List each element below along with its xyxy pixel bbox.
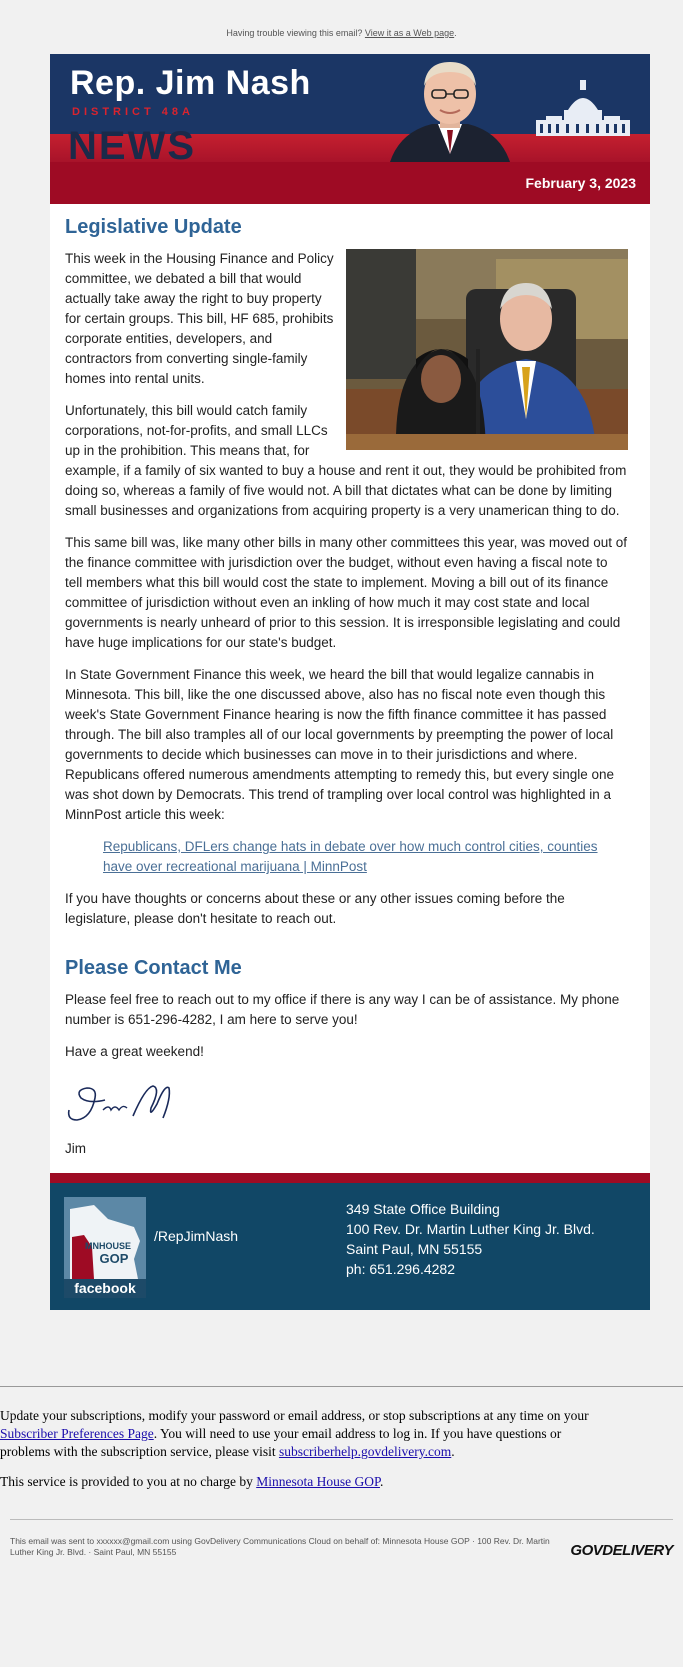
paragraph: This same bill was, like many other bills in many other committees this year, was moved out of the finance committee with jurisdiction over the budget, without even having a fiscal note to tell members what this bill would cost the state to implement. Moving a bill out of its finance committee of jurisdiction without even an inkling of how much it may cost state and local governments is nearly unheard of prior to this session. It is irresponsible legislating and could have huge implications for our state's budget. (65, 535, 627, 650)
main-content (50, 204, 650, 1159)
paragraph: Please feel free to reach out to my office if there is any way I can be of assistance. My phone number is 651-296-4282, I am here to serve you! (65, 992, 620, 1027)
paragraph: This week in the Housing Finance and Policy committee, we debated a bill that would actually take away the right to buy property for certain groups. This bill, HF 685, prohibits corporate entities, developers, and contractors from converting single-family homes into rental units. (65, 251, 334, 386)
logo-text-gop: GOP (99, 1251, 129, 1266)
district-label: DISTRICT 48A (72, 106, 194, 118)
subscriber-help-link[interactable]: subscriberhelp.govdelivery.com (278, 1444, 452, 1459)
signature-image (65, 1078, 185, 1128)
view-in-browser-bar: Having trouble viewing this email? View it as a Web page. (226, 28, 457, 38)
logo-text-facebook: facebook (74, 1280, 136, 1296)
address-line: 100 Rev. Dr. Martin Luther King Jr. Blvd. (346, 1221, 595, 1237)
phone-number: ph: 651.296.4282 (346, 1261, 455, 1277)
paragraph: Unfortunately, this bill would catch family corporations, not-for-profits, and small LLCs up in the prohibition. This means that, for example, if a family of six wanted to buy a house and rent it out, they would be prohibited from doing so, whereas a family of five would not. A bill that dictates what can be done by limiting small businesses and organizations from acquiring property is a very unamerican thing to do. (65, 403, 627, 518)
representative-portrait (380, 54, 520, 162)
govdelivery-logo[interactable]: GOVDELIVERY (570, 1542, 673, 1559)
service-notice: This service is provided to you at no charge by Minnesota House GOP. (0, 1474, 384, 1489)
facebook-logo-icon[interactable] (64, 1197, 146, 1298)
article-link-block (103, 837, 628, 877)
office-address (346, 1199, 595, 1279)
subscription-text: Update your subscriptions, modify your password or email address, or stop subscriptions at any time on your Subscriber Preferences Page. You will need to use your email address to log in. If you have questions or problems with the subscription service, please visit subscriberhelp.govdelivery.com. (0, 1408, 589, 1459)
view-web-page-link[interactable]: View it as a Web page (364, 28, 455, 38)
minnesota-house-gop-link[interactable]: Minnesota House GOP (256, 1474, 380, 1489)
legal-text: This email was sent to xxxxxx@gmail.com using GovDelivery Communications Cloud on behalf of: Minnesota House GOP · 100 Rev. Dr. Martin Luther King Jr. Blvd. · Saint Paul, MN 55155 (10, 1536, 550, 1557)
logo-text-mnhouse: MNHOUSE (84, 1241, 132, 1251)
legal-footer (10, 1519, 673, 1558)
minnpost-article-link[interactable]: Republicans, DFLers change hats in debate over how much control cities, counties have over recreational marijuana | MinnPost (103, 839, 598, 874)
paragraph: If you have thoughts or concerns about these or any other issues coming before the legislature, please don't hesitate to reach out. (65, 891, 565, 926)
subscription-notice (0, 1386, 683, 1503)
view-in-browser-text: Having trouble viewing this email? (226, 28, 363, 38)
contact-footer (50, 1183, 650, 1310)
capitol-dome-icon (536, 80, 630, 136)
newsletter-date: February 3, 2023 (525, 175, 636, 191)
subscriber-preferences-link[interactable]: Subscriber Preferences Page (0, 1426, 154, 1441)
section-heading-contact: Please Contact Me (65, 957, 242, 979)
representative-name: Rep. Jim Nash (70, 64, 311, 102)
facebook-handle-link[interactable]: /RepJimNash (154, 1228, 239, 1244)
address-line: Saint Paul, MN 55155 (346, 1241, 483, 1257)
paragraph: Have a great weekend! (65, 1044, 204, 1059)
newsletter-card (50, 54, 650, 1310)
header-banner (50, 54, 650, 204)
signoff-name: Jim (65, 1141, 86, 1156)
news-wordmark: NEWS (68, 124, 196, 168)
committee-hearing-photo (346, 249, 628, 450)
paragraph: In State Government Finance this week, we heard the bill that would legalize cannabis in Minnesota. This bill, like the one discussed above, also has no fiscal note even though this week's State Government Finance hearing is now the fifth finance committee it has passed through. The bill also tramples all of our local governments by preempting the power of local governments to decide which businesses can move in to their jurisdictions and where. Republicans offered numerous amendments attempting to remedy this, but every single one was shot down by Democrats. This trend of trampling over local control was highlighted in a MinnPost article this week: (65, 667, 615, 822)
footer-stripe (50, 1173, 650, 1183)
section-heading-legislative-update: Legislative Update (65, 216, 242, 238)
address-line: 349 State Office Building (346, 1201, 500, 1217)
